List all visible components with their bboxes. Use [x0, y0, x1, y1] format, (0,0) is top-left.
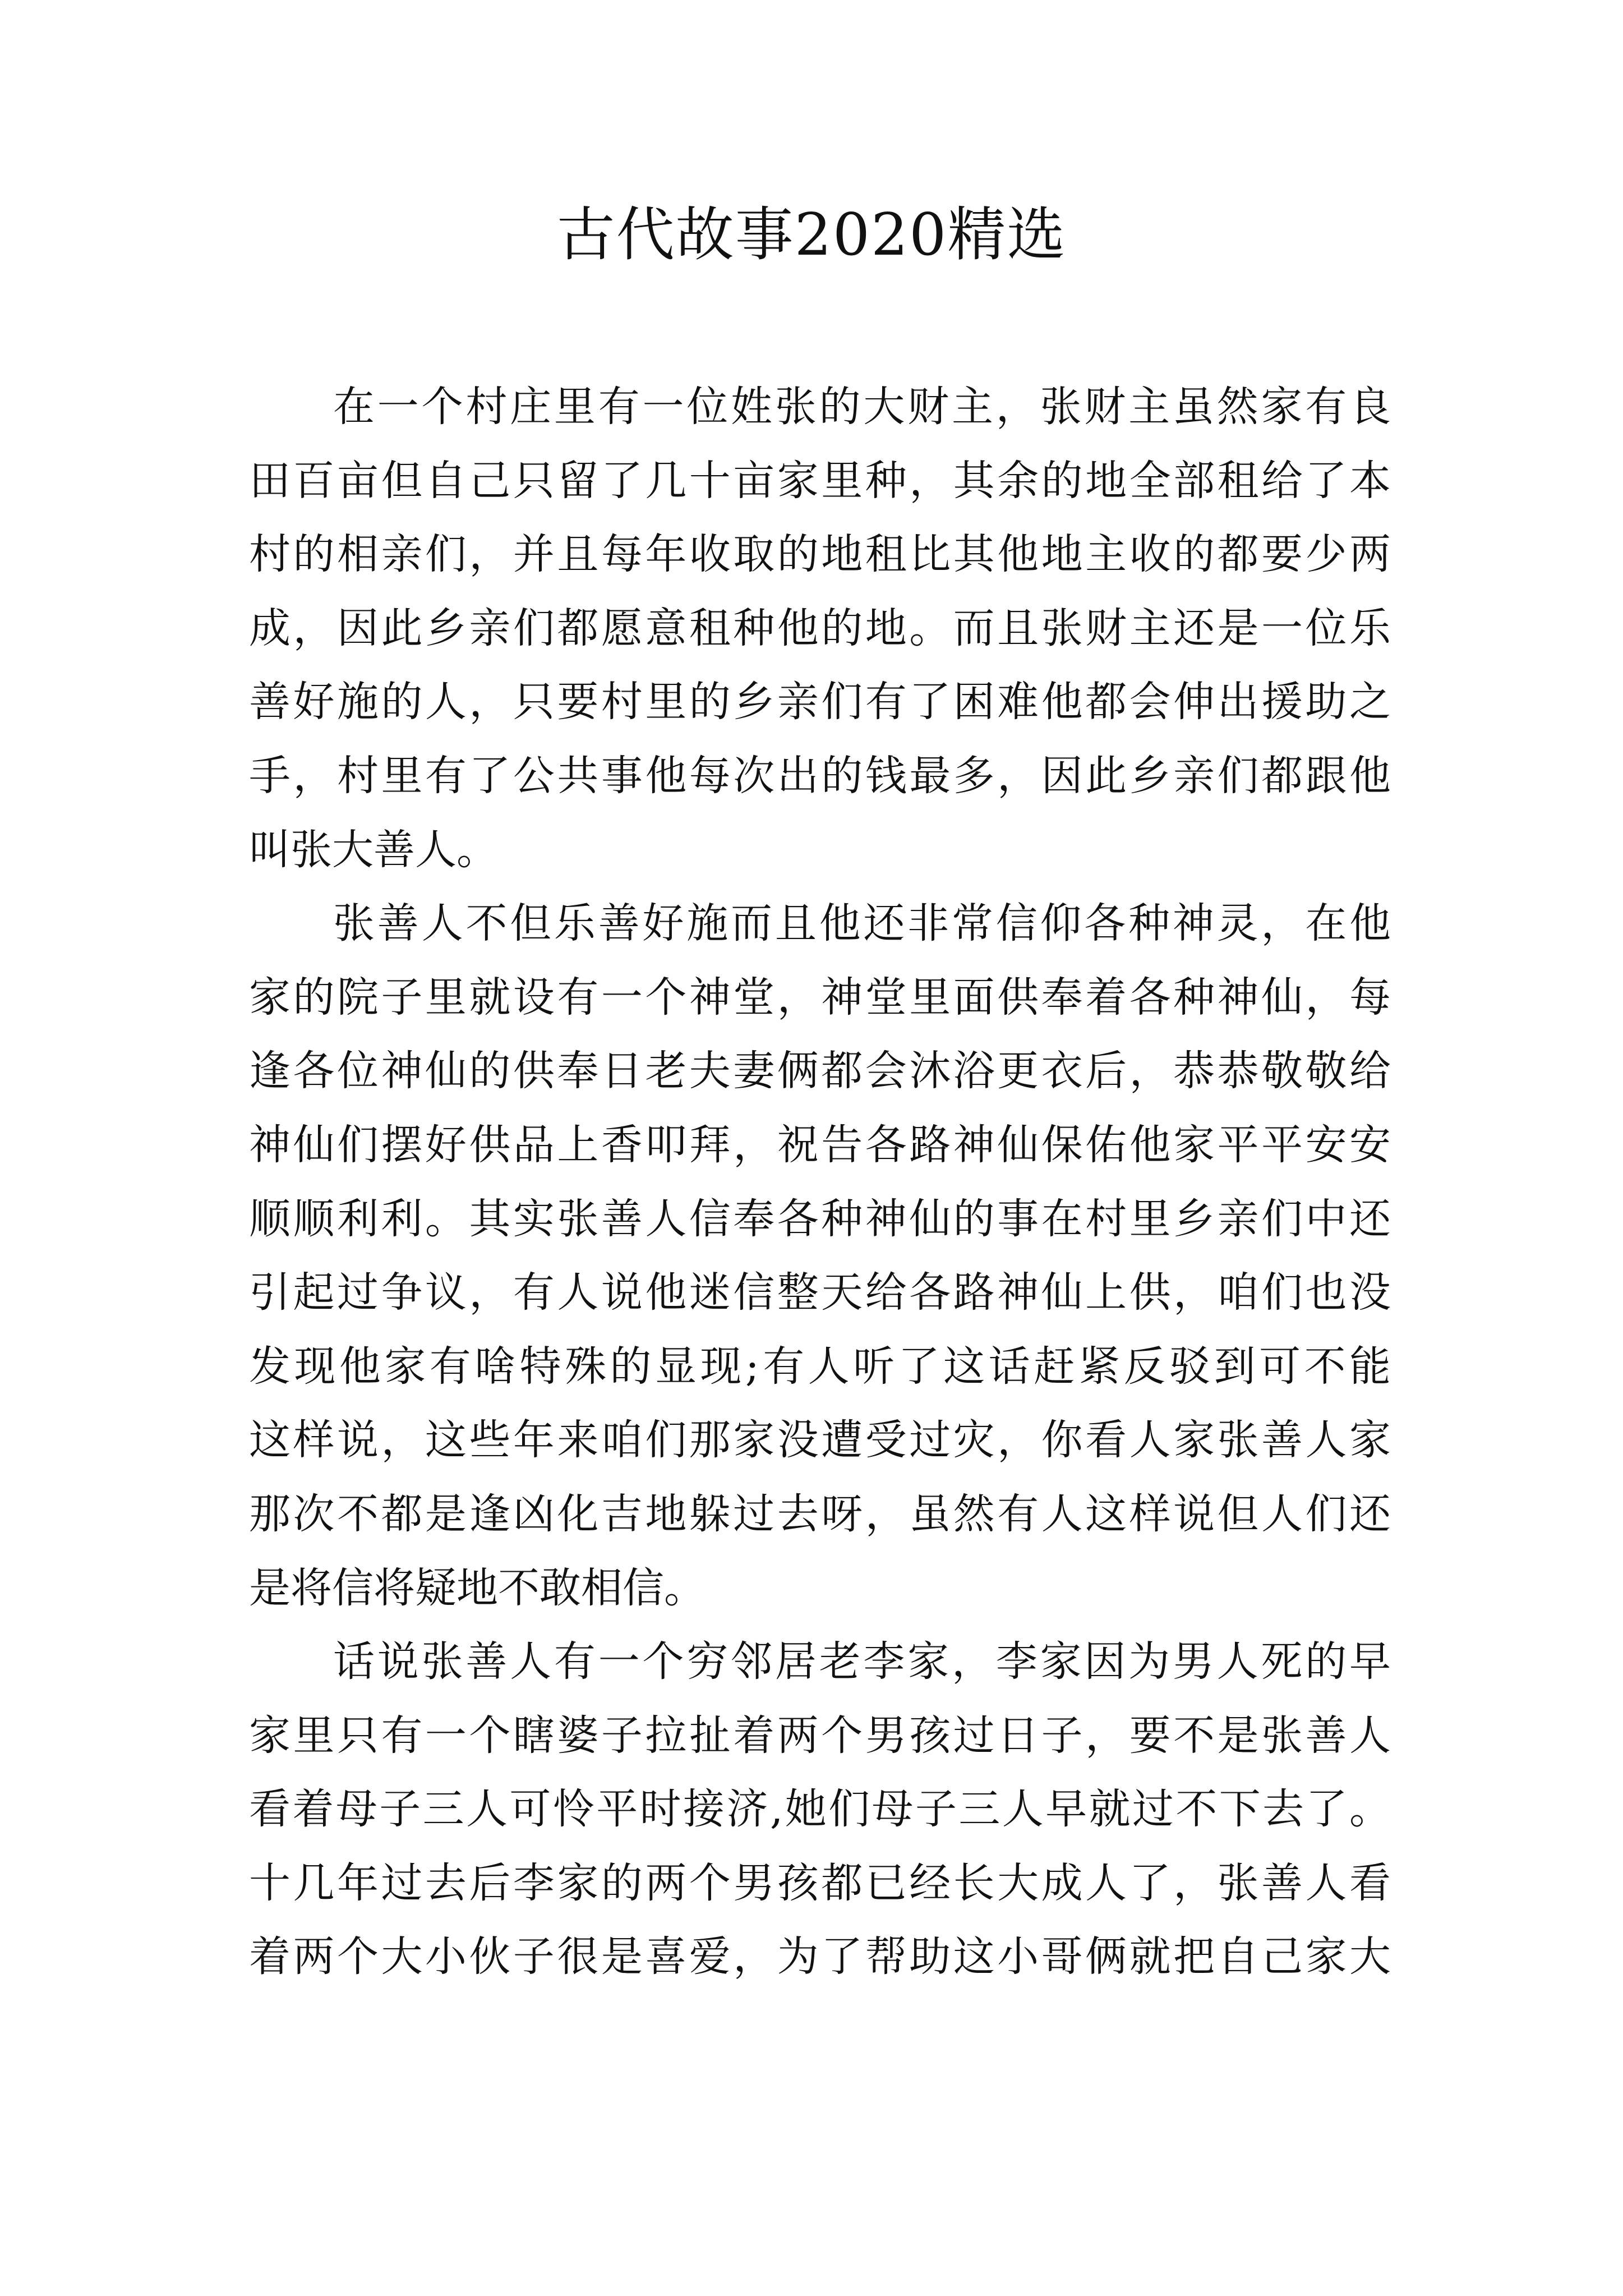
text-line: 神仙们摆好供品上香叩拜，祝告各路神仙保佑他家平平安安 [249, 1120, 1391, 1169]
paragraph-3 [249, 1625, 1391, 1994]
paragraph-1 [249, 370, 1391, 887]
text-line: 着两个大小伙子很是喜爱，为了帮助这小哥俩就把自己家大 [249, 1932, 1391, 1981]
text-line: 家里只有一个瞎婆子拉扯着两个男孩过日子，要不是张善人 [249, 1711, 1391, 1760]
text-line: 善好施的人，只要村里的乡亲们有了困难他都会伸出援助之 [249, 678, 1391, 726]
text-line: 逢各位神仙的供奉日老夫妻俩都会沐浴更衣后，恭恭敬敬给 [249, 1047, 1391, 1096]
paragraph-2 [249, 887, 1391, 1625]
text-line: 引起过争议，有人说他迷信整天给各路神仙上供，咱们也没 [249, 1268, 1391, 1317]
text-line: 这样说，这些年来咱们那家没遭受过灾，你看人家张善人家 [249, 1416, 1391, 1465]
text-line: 张善人不但乐善好施而且他还非常信仰各种神灵，在他 [333, 899, 1391, 948]
text-line: 家的院子里就设有一个神堂，神堂里面供奉着各种神仙，每 [249, 973, 1391, 1022]
text-line: 田百亩但自己只留了几十亩家里种，其余的地全部租给了本 [249, 456, 1391, 505]
text-line: 发现他家有啥特殊的显现;有人听了这话赶紧反驳到可不能 [249, 1342, 1391, 1391]
page-title: 古代故事2020精选 [556, 200, 1067, 269]
text-line: 话说张善人有一个穷邻居老李家，李家因为男人死的早 [333, 1637, 1391, 1686]
text-line: 在一个村庄里有一位姓张的大财主，张财主虽然家有良 [333, 383, 1391, 431]
text-line: 村的相亲们，并且每年收取的地租比其他地主收的都要少两 [249, 530, 1391, 579]
text-line: 看着母子三人可怜平时接济,她们母子三人早就过不下去了。 [249, 1785, 1391, 1834]
text-line: 那次不都是逢凶化吉地躲过去呀，虽然有人这样说但人们还 [249, 1489, 1391, 1538]
text-line: 叫张大善人。 [249, 825, 498, 874]
text-line: 成，因此乡亲们都愿意租种他的地。而且张财主还是一位乐 [249, 604, 1391, 652]
text-line: 手，村里有了公共事他每次出的钱最多，因此乡亲们都跟他 [249, 751, 1391, 800]
article-body [249, 370, 1391, 1994]
text-line: 是将信将疑地不敢相信。 [249, 1563, 706, 1612]
text-line: 十几年过去后李家的两个男孩都已经长大成人了，张善人看 [249, 1858, 1391, 1907]
text-line: 顺顺利利。其实张善人信奉各种神仙的事在村里乡亲们中还 [249, 1194, 1391, 1243]
